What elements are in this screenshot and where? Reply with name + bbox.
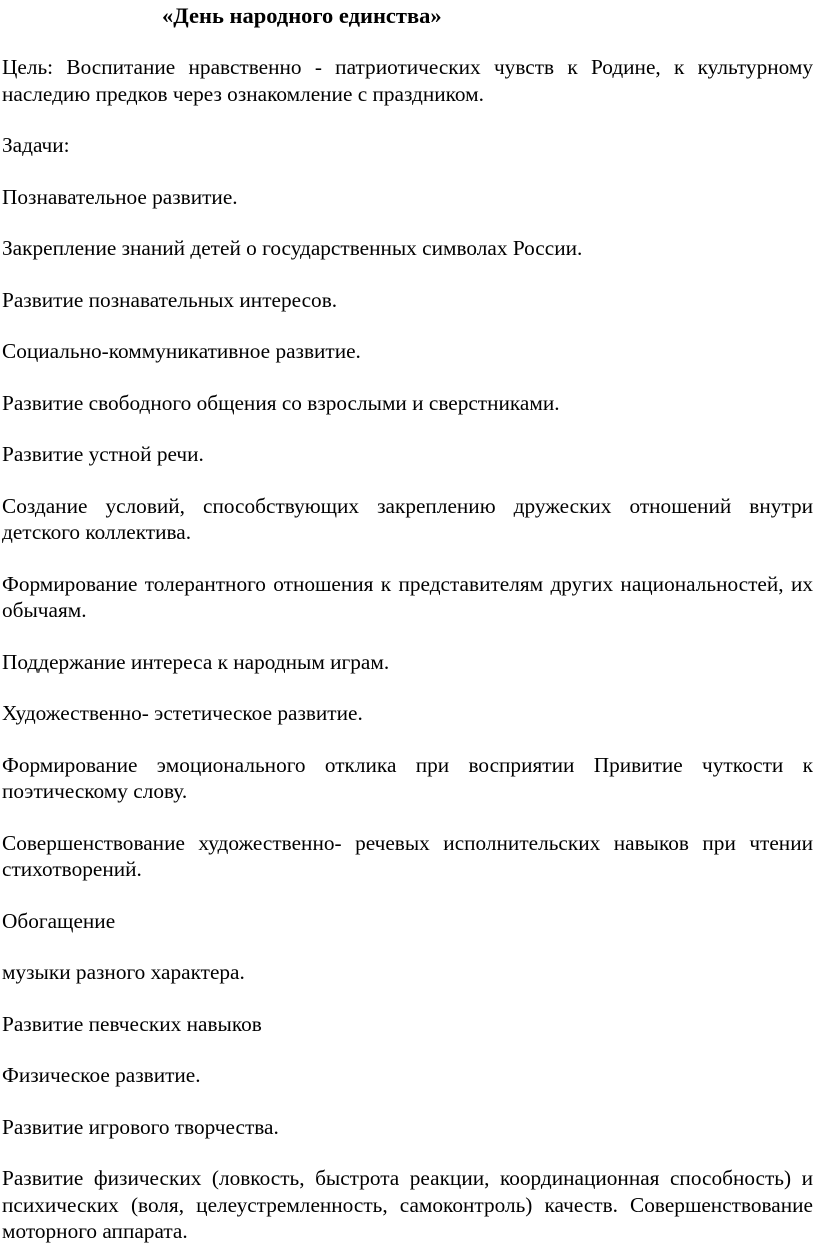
- tasks-heading: Задачи:: [2, 133, 70, 157]
- task-paragraph: Закрепление знаний детей о государственных символах России.: [2, 236, 583, 260]
- task-paragraph: Формирование эмоционального отклика при восприятии Привитие чуткости к поэтическому слову.: [2, 752, 813, 803]
- section-cognitive-development: Познавательное развитие.: [2, 184, 238, 209]
- section-social-communicative-development: Социально-коммуникативное развитие.: [2, 339, 361, 363]
- task-paragraph: Совершенствование художественно- речевых исполнительских навыков при чтении стихотворений.: [2, 830, 813, 881]
- section-artistic-aesthetic-development: Художественно- эстетическое развитие.: [2, 701, 363, 725]
- document-body: [2, 54, 813, 1245]
- task-paragraph: Формирование толерантного отношения к представителям других национальностей, их обычаям.: [2, 571, 813, 622]
- task-paragraph: Развитие игрового творчества.: [2, 1114, 279, 1139]
- task-paragraph: Развитие устной речи.: [2, 442, 204, 466]
- task-paragraph: Развитие познавательных интересов.: [2, 287, 338, 312]
- document-title: «День народного единства»: [162, 3, 442, 28]
- task-paragraph: Развитие свободного общения со взрослыми и сверстниками.: [2, 390, 560, 415]
- task-paragraph: музыки разного характера.: [2, 960, 245, 984]
- goal-paragraph: Цель: Воспитание нравственно - патриотических чувств к Родине, к культурному наследию предков через ознакомление с праздником.: [2, 55, 813, 106]
- section-physical-development: Физическое развитие.: [2, 1063, 201, 1087]
- task-paragraph: Поддержание интереса к народным играм.: [2, 649, 390, 674]
- task-paragraph: Развитие певческих навыков: [2, 1011, 262, 1036]
- task-paragraph: Создание условий, способствующих закреплению дружеских отношений внутри детского коллектива.: [2, 493, 813, 544]
- task-paragraph: Обогащение: [2, 908, 116, 933]
- task-paragraph: Развитие физических (ловкость, быстрота реакции, координационная способность) и психических (воля, целеустремленность, самоконтроль) качеств. Совершенствование моторного аппарата.: [2, 1166, 813, 1243]
